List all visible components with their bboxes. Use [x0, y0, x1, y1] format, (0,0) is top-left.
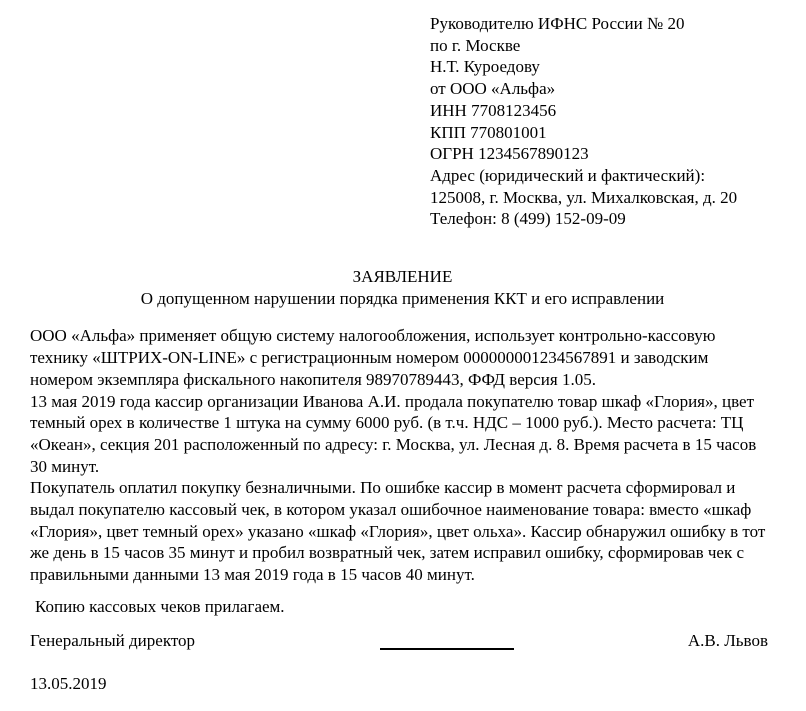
sender-line-company: от ООО «Альфа»	[430, 79, 556, 99]
sender-line-address: 125008, г. Москва, ул. Михалковская, д. 20	[430, 187, 738, 207]
recipient-line-city: по г. Москве	[430, 35, 521, 55]
document-title: ЗАЯВЛЕНИЕ	[352, 267, 453, 287]
signer-name: А.В. Львов	[687, 630, 768, 650]
attachment-note: Копию кассовых чеков прилагаем.	[35, 596, 285, 616]
recipient-block	[430, 13, 775, 230]
signature-row	[30, 630, 775, 652]
sender-line-kpp: КПП 770801001	[430, 122, 547, 142]
document-body	[30, 325, 775, 585]
recipient-line-addressee: Руководителю ИФНС России № 20	[430, 14, 685, 33]
document-subtitle: О допущенном нарушении порядка применения ККТ и его исправлении	[140, 288, 665, 308]
sender-line-phone: Телефон: 8 (499) 152-09-09	[430, 209, 626, 229]
sender-line-address-label: Адрес (юридический и фактический):	[430, 165, 706, 185]
title-block	[30, 266, 775, 309]
recipient-line-person: Н.Т. Куроедову	[430, 57, 540, 77]
signature-line	[380, 648, 514, 650]
sender-line-inn: ИНН 7708123456	[430, 100, 557, 120]
sender-line-ogrn: ОГРН 1234567890123	[430, 144, 589, 164]
signer-position: Генеральный директор	[30, 630, 196, 650]
document-date: 13.05.2019	[30, 673, 107, 693]
body-paragraph-kkt-info: ООО «Альфа» применяет общую систему налогообложения, использует контрольно-кассовую технику «ШТРИХ-ON-LINE» с регистрационным номером 000000001234567891 и заводским номером экземпляра фискального накопителя 98970789443, ФФД версия 1.05.	[30, 326, 716, 389]
body-paragraph-error-correction: Покупатель оплатил покупку безналичными. По ошибке кассир в момент расчета сформировал и выдал покупателю кассовый чек, в котором указал ошибочное наименование товара: вместо «шкаф «Глория», цвет темный орех» указано «шкаф «Глория», цвет ольха». Кассир обнаружил ошибку в тот же день в 15 часов 35 минут и пробил возвратный чек, затем исправил ошибку, сформировав чек с правильными данными 13 мая 2019 года в 15 часов 40 минут.	[30, 478, 766, 585]
body-paragraph-sale-details: 13 мая 2019 года кассир организации Иванова А.И. продала покупателю товар шкаф «Глория», цвет темный орех в количестве 1 штука на сумму 6000 руб. (в т.ч. НДС – 1000 руб.). Место расчета: ТЦ «Океан», секция 201 расположенный по адресу: г. Москва, ул. Лесная д. 8. Время расчета в 15 часов 30 минут.	[30, 391, 757, 476]
